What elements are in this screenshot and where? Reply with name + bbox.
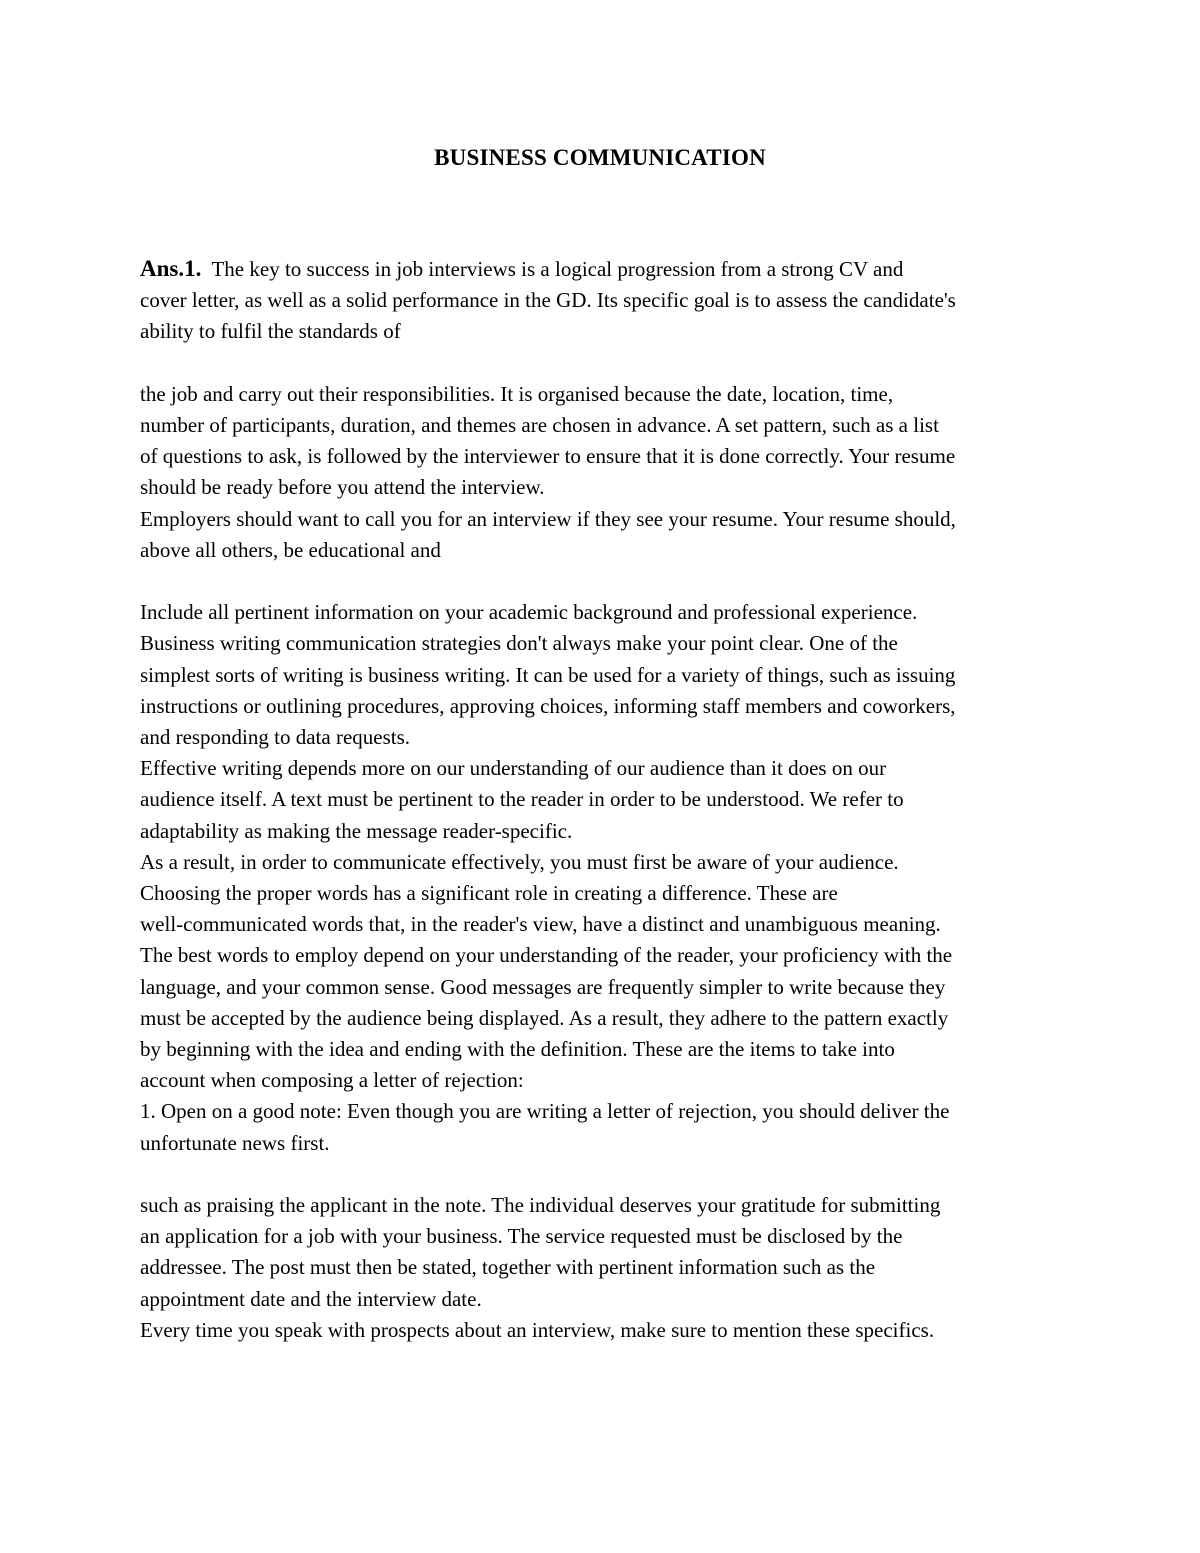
text-line: an application for a job with your business. The service requested must be disclosed by the	[140, 1224, 903, 1249]
answer-label: Ans.1.	[140, 256, 202, 281]
text-line: unfortunate news first.	[140, 1130, 330, 1155]
document-title: BUSINESS COMMUNICATION	[434, 145, 766, 170]
text-line: the job and carry out their responsibilities. It is organised because the date, location, time,	[140, 381, 894, 406]
text-line: simplest sorts of writing is business writing. It can be used for a variety of things, such as issuing	[140, 662, 956, 687]
document-body	[140, 253, 1070, 1346]
text-line: Choosing the proper words has a significant role in creating a difference. These are	[140, 881, 838, 906]
text-line: 1. Open on a good note: Even though you are writing a letter of rejection, you should deliver the	[140, 1099, 950, 1124]
text-line: instructions or outlining procedures, approving choices, informing staff members and coworkers,	[140, 693, 956, 718]
text-line: by beginning with the idea and ending with the definition. These are the items to take into	[140, 1037, 895, 1062]
text-line	[140, 253, 1070, 285]
paragraph-gap	[140, 1159, 1070, 1190]
text-line: number of participants, duration, and themes are chosen in advance. A set pattern, such as a list	[140, 413, 939, 437]
text-line: and responding to data requests.	[140, 725, 411, 750]
paragraph-gap	[140, 348, 1070, 379]
text-line: of questions to ask, is followed by the interviewer to ensure that it is done correctly. Your resume	[140, 444, 956, 469]
text-line: above all others, be educational and	[140, 537, 441, 562]
text-line: audience itself. A text must be pertinent to the reader in order to be understood. We refer to	[140, 787, 904, 812]
line-text: The key to success in job interviews is a logical progression from a strong CV and	[211, 257, 904, 281]
text-line: As a result, in order to communicate effectively, you must first be aware of your audience.	[140, 849, 899, 874]
paragraph-gap	[140, 566, 1070, 597]
text-line: appointment date and the interview date.	[140, 1286, 482, 1311]
text-line: Effective writing depends more on our understanding of our audience than it does on our	[140, 756, 887, 781]
text-line: language, and your common sense. Good messages are frequently simpler to write because they	[140, 974, 946, 999]
text-line: Business writing communication strategies don't always make your point clear. One of the	[140, 631, 898, 656]
text-line: Employers should want to call you for an interview if they see your resume. Your resume should,	[140, 506, 956, 531]
text-line: addressee. The post must then be stated, together with pertinent information such as the	[140, 1255, 876, 1280]
text-line: well-communicated words that, in the reader's view, have a distinct and unambiguous meaning.	[140, 912, 941, 937]
text-line: account when composing a letter of rejection:	[140, 1068, 524, 1093]
text-line: ability to fulfil the standards of	[140, 319, 401, 344]
text-line: The best words to employ depend on your understanding of the reader, your proficiency with the	[140, 943, 953, 968]
text-line: Include all pertinent information on your academic background and professional experience.	[140, 600, 918, 625]
text-line: should be ready before you attend the interview.	[140, 475, 545, 500]
text-line: must be accepted by the audience being displayed. As a result, they adhere to the pattern exactly	[140, 1005, 949, 1030]
text-line: adaptability as making the message reader-specific.	[140, 818, 573, 843]
text-line: cover letter, as well as a solid performance in the GD. Its specific goal is to assess the candidate's	[140, 288, 956, 313]
text-line: Every time you speak with prospects about an interview, make sure to mention these specifics.	[140, 1317, 935, 1342]
text-line: such as praising the applicant in the note. The individual deserves your gratitude for submitting	[140, 1193, 941, 1218]
